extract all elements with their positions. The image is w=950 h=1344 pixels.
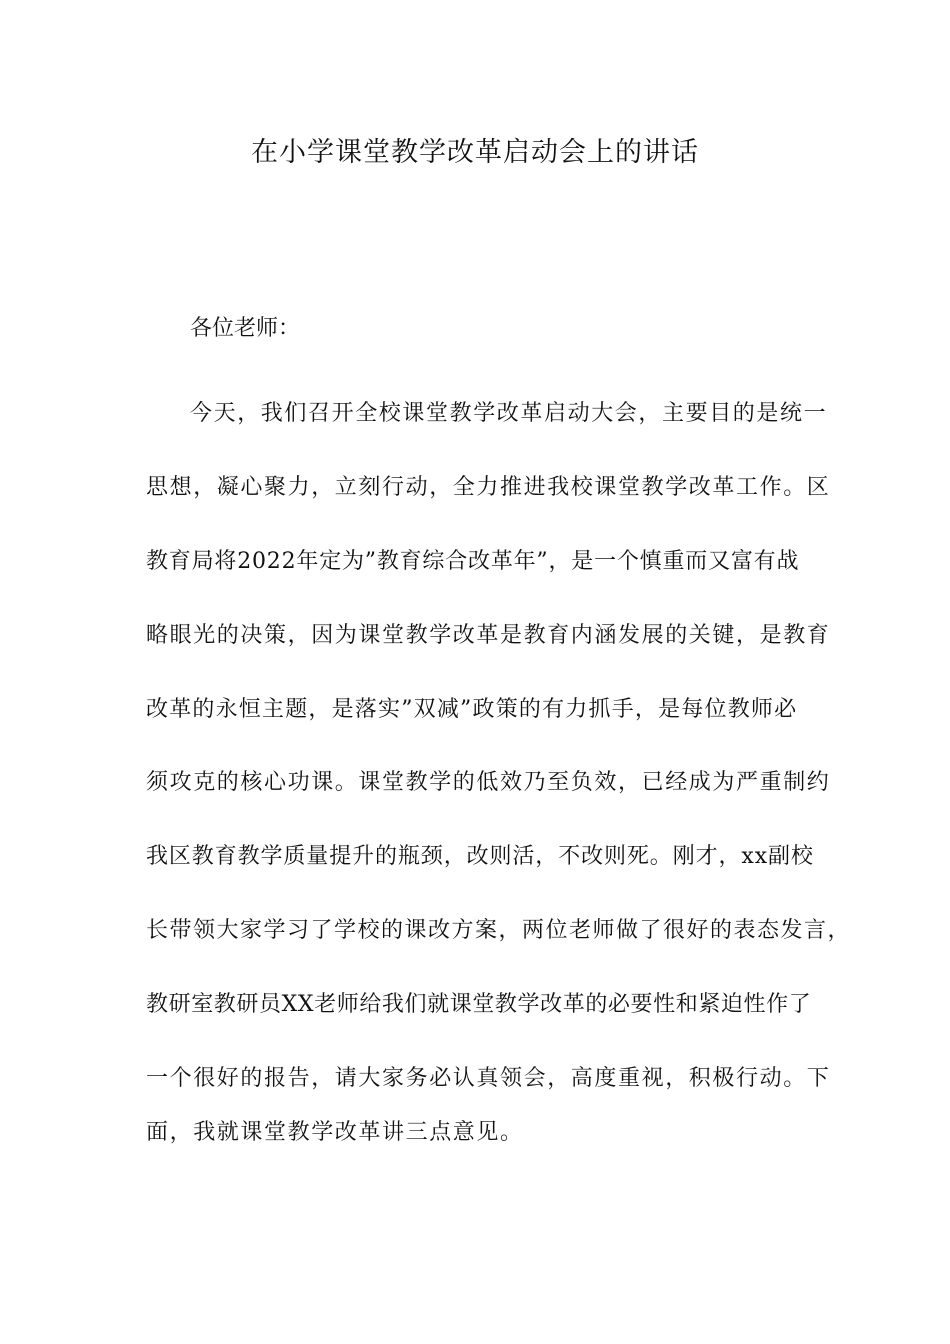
paragraph-line: 一个很好的报告，请大家务必认真领会，高度重视，积极行动。下 [146, 1066, 831, 1091]
paragraph-line: 须攻克的核心功课。课堂教学的低效乃至负效，已经成为严重制约 [146, 770, 831, 795]
paragraph-line: 教育局将2022年定为”教育综合改革年”，是一个慎重而又富有战 [146, 549, 800, 574]
document-title: 在小学课堂教学改革启动会上的讲话 [251, 137, 699, 168]
salutation: 各位老师： [190, 316, 301, 341]
paragraph-line: 长带领大家学习了学校的课改方案，两位老师做了很好的表态发言， [146, 918, 852, 943]
paragraph-line: 教研室教研员XX老师给我们就课堂教学改革的必要性和紧迫性作了 [146, 992, 812, 1017]
paragraph-line: 我区教育教学质量提升的瓶颈，改则活，不改则死。刚才，xx副校 [146, 844, 814, 869]
paragraph-line: 面，我就课堂教学改革讲三点意见。 [146, 1120, 524, 1145]
paragraph-line: 改革的永恒主题，是落实”双减”政策的有力抓手，是每位教师必 [146, 697, 798, 722]
paragraph-line: 思想，凝心聚力，立刻行动，全力推进我校课堂教学改革工作。区 [146, 475, 831, 500]
paragraph-line: 略眼光的决策，因为课堂教学改革是教育内涵发展的关键，是教育 [146, 623, 831, 648]
paragraph-line: 今天，我们召开全校课堂教学改革启动大会，主要目的是统一 [190, 401, 828, 426]
